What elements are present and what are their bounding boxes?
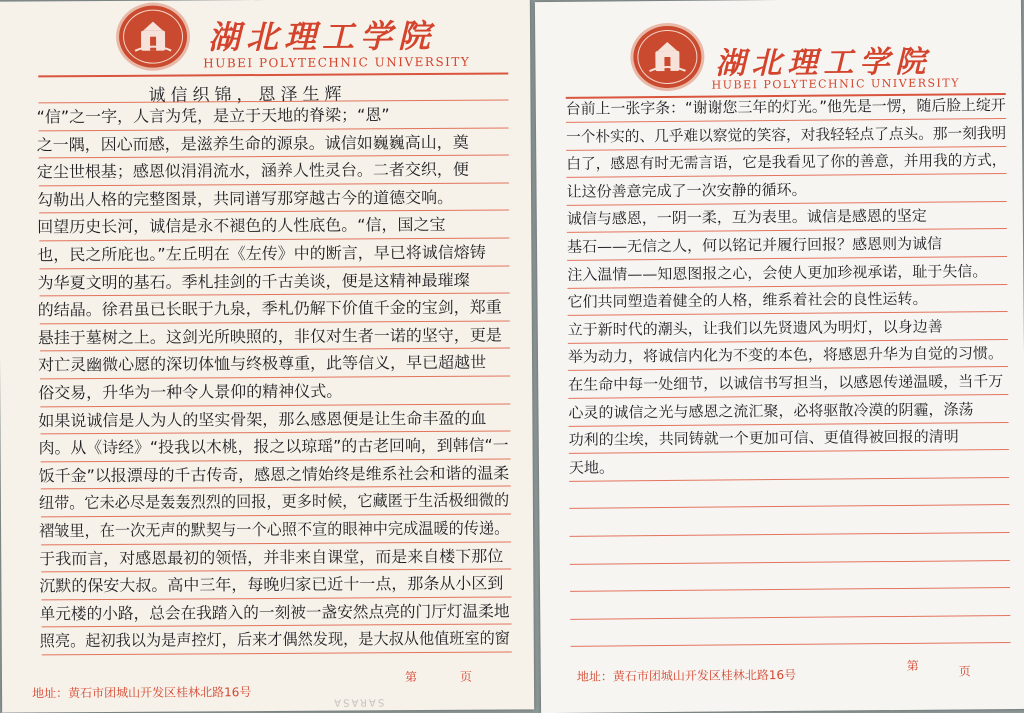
essay-line: 功利的尘埃，共同铸就一个更加可信、更值得被回报的清明 [568,427,959,450]
essay-line: 为华夏文明的基石。季札挂剑的千古美谈，便是这精神最璀璨 [37,270,470,292]
essay-line: 诚信与感恩，一阴一柔，互为表里。诚信是感恩的坚定 [566,207,927,229]
essay-line: 沉默的保安大叔。高中三年，每晚归家已近十一点，那条从小区到 [39,573,504,596]
university-logo [116,2,190,70]
essay-line: 举为动力，将诚信内化为不变的本色，将感恩升华为自觉的习惯。 [567,344,1004,367]
essay-line: 的结晶。徐君虽已长眠于九泉，季札仍解下价值千金的宝剑，郑重 [37,297,502,320]
ruled-line [569,477,1009,482]
school-name-zh: 湖北理工学院 [207,16,437,57]
essay-line: 饭千金”以报漂母的千古传奇，感恩之情始终是维系社会和谐的温柔 [38,463,510,486]
essay-line: 也，民之所庇也。”左丘明在《左传》中的断言，早已将诚信熔铸 [37,242,486,265]
essay-line: 基石——无信之人，何以铭记并履行回报？感恩则为诚信 [566,234,943,256]
essay-line: 定尘世根基；感恩似涓涓流水，涵养人性灵台。二者交织，便 [36,159,469,182]
footer-address: 地址：黄石市团城山开发区桂林北路16号 [32,685,252,701]
essay-line: 台前上一张字条：“谢谢您三年的灯光。”他先是一愣，随后脸上绽开 [565,96,1006,118]
essay-line: 立于新时代的潮头，让我们以先贤遗风为明灯，以身边善 [567,317,943,339]
ruled-line [570,560,1010,565]
essay-title: 诚信织锦，恩泽生辉 [148,84,347,106]
essay-line: 对亡灵幽微心愿的深切体恤与终极尊重，此等信义，早已超越世 [37,353,487,375]
paper-stamp: SARASA [332,696,385,708]
essay-line: 于我而言，对感恩最初的领悟，并非来自课堂，而是来自楼下那位 [39,546,504,568]
essay-line: 让这份善意完成了一次安静的循环。 [566,180,807,201]
ruled-line [567,201,1007,206]
essay-line: 天地。 [568,458,615,477]
essay-line: 白了，感恩有时无需言语，它是我看见了你的善意，并用我的方式， [566,151,1007,174]
header-rule [38,73,508,78]
essay-line: 一个朴实的、几乎难以察觉的笑容，对我轻轻点了点头。那一刻我明 [566,123,1007,146]
essay-line: 之一隅，因心而感，是滋养生命的源泉。诚信如巍巍高山，奠 [36,132,469,154]
ruled-line [570,532,1010,537]
ruled-line [570,615,1010,620]
essay-line: 心灵的诚信之光与感恩之流汇聚，必将驱散冷漠的阴霾，涤荡 [568,399,974,422]
essay-line: 肉。从《诗经》“投我以木桃，报之以琼瑶”的古老回响，到韩信“一 [38,435,509,458]
essay-line: 纽带。它未必尽是轰轰烈烈的回报，更多时候，它藏匿于生活极细微的 [38,490,510,513]
university-logo [630,23,705,92]
ruled-line [570,587,1010,592]
essay-line: 在生命中每一处细节，以诚信书写担当，以感恩传递温暖，当千万 [568,372,1004,394]
footer-page-di: 第 [906,658,919,673]
footer-page-di: 第 [404,670,418,685]
essay-line: 回望历史长河，诚信是永不褪色的人性底色。“信，国之宝 [37,215,446,237]
essay-line: “信”之一字，人言为凭，是立于天地的脊梁；“恩” [36,105,390,127]
essay-line: 注入温情——知恩图报之心，会使人更加珍视承诺，耻于失信。 [567,261,988,284]
ruled-line [571,642,1011,647]
essay-line: 俗交易，升华为一种令人景仰的精神仪式。 [38,381,343,403]
footer-page-ye: 页 [459,669,473,684]
ruled-line [569,449,1009,454]
essay-line: 照亮。起初我以为是声控灯，后来才偶然发现，是大叔从他值班室的窗 [39,628,511,651]
school-name-zh: 湖北理工学院 [715,44,932,82]
ruled-line [569,504,1009,509]
ruled-line [566,173,1006,178]
school-name-en: HUBEI POLYTECHNIC UNIVERSITY [203,54,471,71]
essay-line: 悬挂于墓树之上。这剑光所映照的，非仅对生者一诺的坚守，更是 [37,325,502,348]
essay-line: 勾勒出人格的完整图景，共同谱写那穿越古今的道德交响。 [36,187,454,210]
essay-line: 褶皱里，在一次无声的默契与一个心照不宣的眼神中完成温暖的传递。 [39,518,510,541]
footer-address: 地址：黄石市团城山开发区桂林北路16号 [576,667,797,684]
ruled-line [567,284,1007,289]
essay-line: 单元楼的小路，总会在我踏入的一刻被一盏安然点亮的门厅灯温柔地 [39,601,510,624]
essay-line: 如果说诚信是人为人的坚实骨架，那么感恩便是让生命丰盈的血 [38,408,487,430]
essay-line: 它们共同塑造着健全的人格，维系着社会的良性运转。 [567,289,928,312]
ruled-line [42,652,512,656]
school-name-en: HUBEI POLYTECHNIC UNIVERSITY [711,76,961,92]
right-sheet [535,0,1024,713]
footer-page-ye: 页 [958,664,971,679]
